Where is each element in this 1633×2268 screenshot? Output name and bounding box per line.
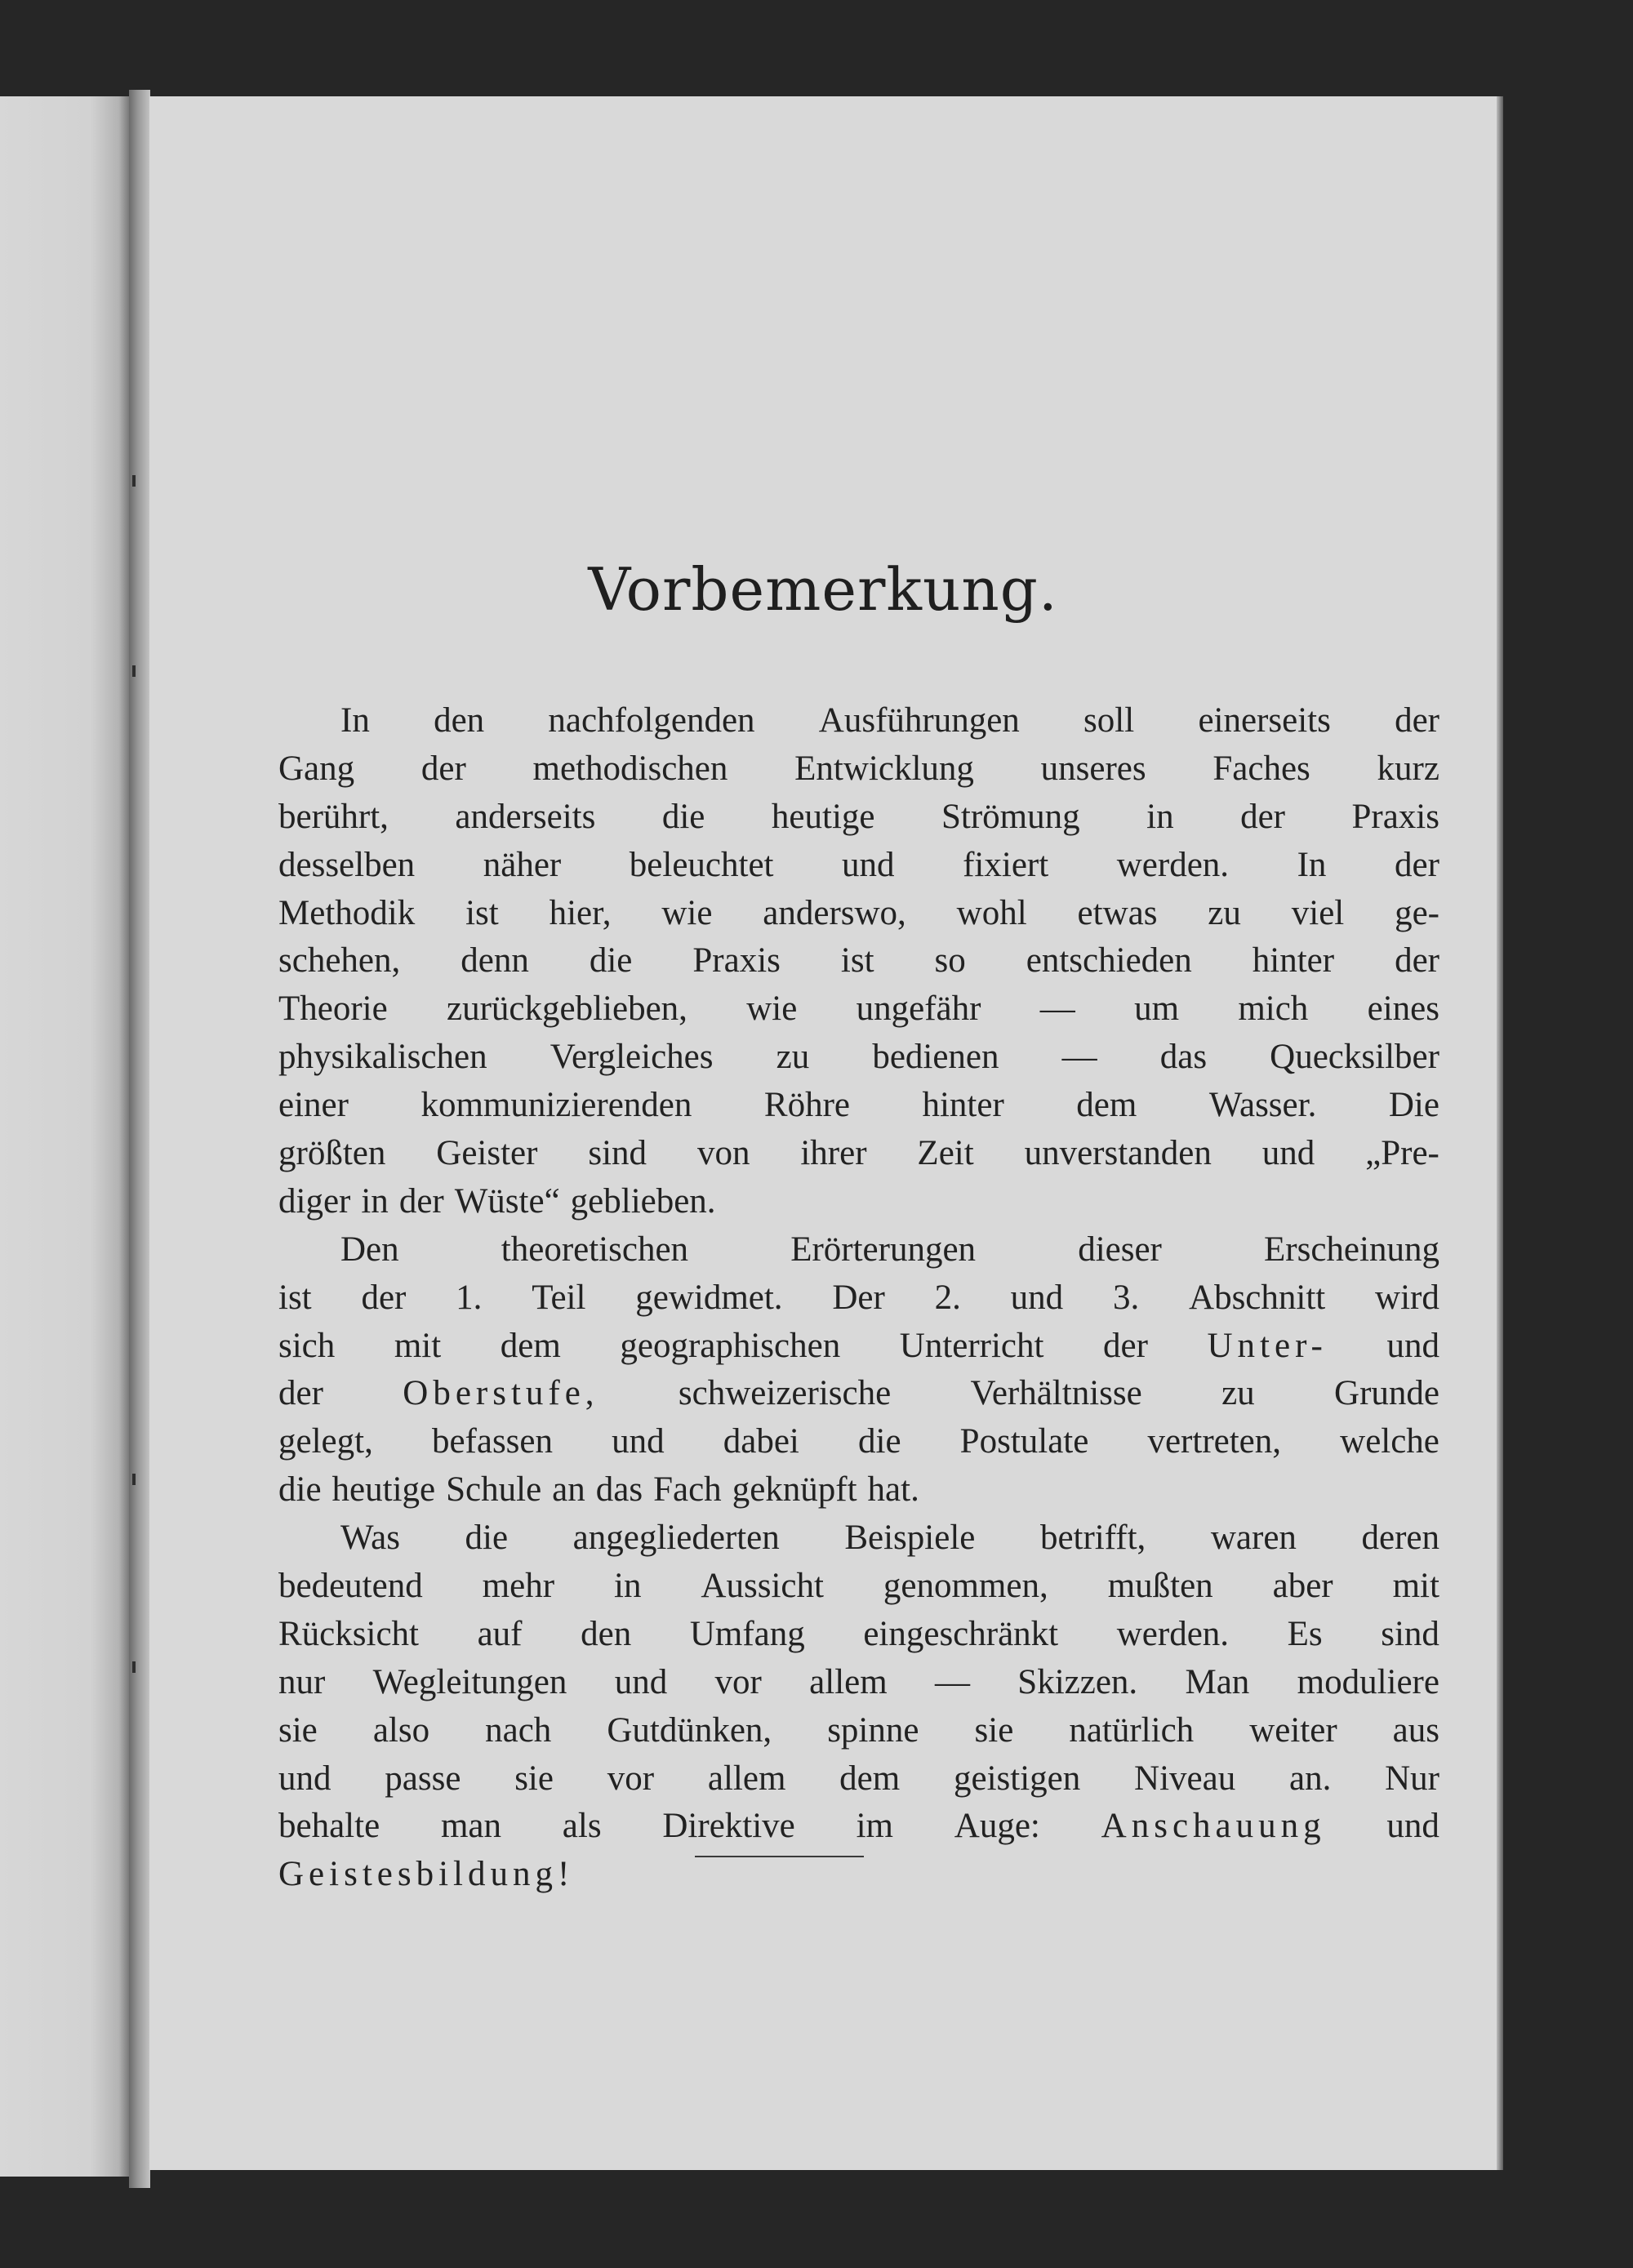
text-line (278, 794, 1439, 842)
text-line (278, 1803, 1439, 1851)
word: gelegt, (278, 1422, 373, 1461)
word: Schule (446, 1470, 542, 1510)
word: auf (477, 1614, 523, 1653)
word: Gang (278, 749, 355, 788)
word: den (581, 1614, 632, 1653)
word: einer (278, 1086, 349, 1125)
text-line (278, 1707, 1439, 1755)
word: berührt, (278, 797, 389, 836)
word: Strömung (941, 797, 1080, 836)
word: sie (278, 1710, 318, 1750)
word: der (420, 749, 466, 788)
word: der (1395, 941, 1439, 981)
word: natürlich (1069, 1710, 1195, 1750)
word: Verhältnisse (970, 1374, 1142, 1413)
word: als (562, 1807, 602, 1846)
word: Man (1185, 1662, 1250, 1701)
word: Skizzen. (1017, 1662, 1138, 1701)
word: Röhre (763, 1086, 850, 1125)
word: hat. (867, 1470, 919, 1510)
word: Nur (1385, 1759, 1439, 1798)
word: und (612, 1422, 665, 1461)
word: genommen, (883, 1567, 1048, 1606)
word: fixiert (963, 845, 1049, 884)
word: gewidmet. (635, 1278, 783, 1317)
left-page-edge (0, 96, 129, 2177)
word: Beispiele (844, 1519, 976, 1558)
text-line (278, 1659, 1439, 1707)
word: hinter (922, 1086, 1004, 1125)
word: Unter- (1207, 1326, 1328, 1365)
word: — (934, 1662, 970, 1701)
word: und (1261, 1134, 1315, 1173)
word: Quecksilber (1270, 1038, 1439, 1077)
word: sind (588, 1134, 647, 1173)
gutter-mark (132, 475, 136, 487)
word: in (1146, 797, 1174, 836)
word: und (842, 845, 895, 884)
word: einerseits (1198, 701, 1331, 740)
word: wohl (956, 893, 1027, 932)
word: — (1061, 1038, 1097, 1077)
text-line (278, 1323, 1439, 1371)
word: waren (1210, 1519, 1297, 1558)
text-line (278, 1274, 1439, 1323)
word: desselben (278, 845, 416, 884)
word: Den (340, 1230, 399, 1269)
word: zurückgeblieben, (447, 989, 687, 1029)
word: Gutdünken, (607, 1710, 772, 1750)
word: Es (1287, 1614, 1323, 1653)
word: und (1386, 1807, 1439, 1846)
gutter-mark (132, 1474, 136, 1485)
word: Die (1388, 1086, 1439, 1125)
text-line (278, 1226, 1439, 1274)
word: Postulate (959, 1422, 1089, 1461)
word: heutige (331, 1470, 436, 1510)
text-line (278, 697, 1439, 745)
text-line (278, 1418, 1439, 1466)
word: mit (1392, 1567, 1439, 1606)
word: hinter (1252, 941, 1335, 981)
word: Grunde (1334, 1374, 1439, 1413)
word: der (1395, 701, 1439, 740)
word: schehen, (278, 941, 401, 981)
word: mich (1238, 989, 1309, 1029)
word: schweizerische (678, 1374, 892, 1413)
word: viel (1291, 893, 1345, 932)
page (149, 96, 1497, 2170)
word: denn (461, 941, 529, 981)
text-line (278, 1563, 1439, 1611)
word: anderswo, (763, 893, 906, 932)
word: Geister (436, 1134, 538, 1173)
word: In (1297, 845, 1327, 884)
text-line (278, 1611, 1439, 1659)
body-text (278, 697, 1439, 1899)
text-line (278, 745, 1439, 794)
word: Rücksicht (278, 1614, 419, 1653)
word: Zeit (917, 1134, 974, 1173)
word: diger (278, 1181, 351, 1221)
word: dem (1076, 1086, 1137, 1125)
word: Direktive (662, 1807, 795, 1846)
word: heutige (771, 797, 875, 836)
word: die (858, 1422, 901, 1461)
text-line (278, 842, 1439, 890)
word: zu (1208, 893, 1241, 932)
word: dabei (723, 1422, 799, 1461)
word: 3. (1112, 1278, 1140, 1317)
word: — (1039, 989, 1075, 1029)
word: die (278, 1470, 322, 1510)
word: Abschnitt (1189, 1278, 1326, 1317)
word: wie (661, 893, 713, 932)
text-line (278, 1851, 1439, 1899)
gutter-mark (132, 1661, 136, 1673)
word: nur (278, 1662, 326, 1701)
word: sich (278, 1326, 336, 1365)
word: theoretischen (501, 1230, 689, 1269)
word: der (278, 1374, 323, 1413)
word: 1. (456, 1278, 483, 1317)
word: an (552, 1470, 585, 1510)
word: vertreten, (1147, 1422, 1282, 1461)
text-line (278, 1130, 1439, 1178)
word: man (440, 1807, 501, 1846)
word: Geistesbildung! (278, 1855, 575, 1894)
word: sie (974, 1710, 1014, 1750)
word: dem (839, 1759, 901, 1798)
word: eines (1367, 989, 1439, 1029)
word: dieser (1078, 1230, 1162, 1269)
word: ist (278, 1278, 312, 1317)
text-line (278, 1466, 1439, 1514)
text-line (278, 937, 1439, 985)
word: weiter (1249, 1710, 1337, 1750)
word: mehr (482, 1567, 555, 1606)
word: Anschauung (1101, 1807, 1326, 1846)
word: so (934, 941, 966, 981)
word: der (1240, 797, 1285, 836)
word: Erscheinung (1264, 1230, 1439, 1269)
word: aus (1392, 1710, 1439, 1750)
word: werden. (1116, 845, 1230, 884)
word: und (278, 1759, 331, 1798)
word: Ausführungen (818, 701, 1020, 740)
word: Der (832, 1278, 885, 1317)
page-right-edge (1497, 96, 1503, 2170)
word: geistigen (954, 1759, 1081, 1798)
word: Was (340, 1519, 400, 1558)
word: behalte (278, 1807, 380, 1846)
word: wird (1375, 1278, 1439, 1317)
word: bedienen (872, 1038, 999, 1077)
text-line (278, 1370, 1439, 1418)
word: kurz (1377, 749, 1439, 788)
word: unseres (1040, 749, 1146, 788)
word: deren (1361, 1519, 1439, 1558)
word: nach (485, 1710, 552, 1750)
word: Wegleitungen (372, 1662, 567, 1701)
word: mit (394, 1326, 442, 1365)
word: Unterricht (899, 1326, 1044, 1365)
word: Theorie (278, 989, 388, 1029)
word: moduliere (1297, 1662, 1439, 1701)
word: anderseits (455, 797, 596, 836)
word: nachfolgenden (548, 701, 755, 740)
word: Aussicht (701, 1567, 824, 1606)
word: soll (1083, 701, 1135, 740)
word: unverstanden (1024, 1134, 1212, 1173)
word: näher (483, 845, 562, 884)
word: die (589, 941, 633, 981)
word: welche (1340, 1422, 1439, 1461)
word: der (1395, 845, 1439, 884)
text-line (278, 1034, 1439, 1082)
word: die (661, 797, 705, 836)
word: 2. (934, 1278, 961, 1317)
word: angegliederten (572, 1519, 780, 1558)
word: hier, (549, 893, 612, 932)
word: bedeutend (278, 1567, 423, 1606)
word: aber (1272, 1567, 1333, 1606)
word: Vergleiches (550, 1038, 714, 1077)
word: etwas (1077, 893, 1158, 932)
word: vor (714, 1662, 762, 1701)
text-line (278, 1514, 1439, 1563)
word: ist (840, 941, 874, 981)
word: den (434, 701, 485, 740)
word: sie (514, 1759, 554, 1798)
word: ist (465, 893, 499, 932)
word: Wasser. (1208, 1086, 1317, 1125)
word: das (595, 1470, 643, 1510)
word: entschieden (1026, 941, 1192, 981)
word: Wüste“ (454, 1181, 560, 1221)
word: geblieben. (570, 1181, 716, 1221)
word: geknüpft (732, 1470, 857, 1510)
word: Niveau (1134, 1759, 1236, 1798)
word: passe (385, 1759, 461, 1798)
word: der (1103, 1326, 1148, 1365)
word: und (614, 1662, 668, 1701)
text-line (278, 1178, 1439, 1226)
word: ihrer (800, 1134, 867, 1173)
word: In (340, 701, 370, 740)
word: beleuchtet (629, 845, 774, 884)
word: Praxis (692, 941, 781, 981)
word: größten (278, 1134, 386, 1173)
word: Entwicklung (794, 749, 974, 788)
word: zu (776, 1038, 810, 1077)
word: Teil (532, 1278, 586, 1317)
word: sind (1381, 1614, 1439, 1653)
word: der (398, 1181, 444, 1221)
word: betrifft, (1039, 1519, 1146, 1558)
word: physikalischen (278, 1038, 487, 1077)
closing-rule (695, 1856, 864, 1857)
word: Oberstufe, (403, 1374, 599, 1413)
word: dem (500, 1326, 561, 1365)
word: und (1386, 1326, 1439, 1365)
word: allem (809, 1662, 888, 1701)
word: befassen (431, 1422, 553, 1461)
text-line (278, 1082, 1439, 1130)
word: im (856, 1807, 893, 1846)
word: zu (1221, 1374, 1255, 1413)
word: also (372, 1710, 430, 1750)
text-line (278, 890, 1439, 938)
word: in (361, 1181, 389, 1221)
word: Praxis (1351, 797, 1439, 836)
word: mußten (1107, 1567, 1213, 1606)
page-title: Vorbemerkung. (588, 555, 1058, 624)
word: Fach (653, 1470, 722, 1510)
word: ungefähr (856, 989, 981, 1029)
word: werden. (1116, 1614, 1230, 1653)
word: kommunizierenden (420, 1086, 692, 1125)
word: der (361, 1278, 407, 1317)
text-line (278, 1755, 1439, 1803)
word: um (1134, 989, 1180, 1029)
word: „Pre- (1365, 1134, 1439, 1173)
word: Auge: (954, 1807, 1040, 1846)
word: in (614, 1567, 642, 1606)
word: Faches (1213, 749, 1310, 788)
word: und (1010, 1278, 1064, 1317)
word: geographischen (620, 1326, 841, 1365)
word: das (1159, 1038, 1208, 1077)
word: vor (607, 1759, 655, 1798)
word: eingeschränkt (863, 1614, 1059, 1653)
book-gutter (129, 90, 150, 2188)
word: an. (1288, 1759, 1332, 1798)
word: die (465, 1519, 509, 1558)
gutter-mark (132, 665, 136, 677)
word: ge- (1395, 893, 1439, 932)
word: spinne (827, 1710, 919, 1750)
word: wie (746, 989, 798, 1029)
text-line (278, 985, 1439, 1034)
word: allem (707, 1759, 786, 1798)
word: von (696, 1134, 750, 1173)
word: Erörterungen (790, 1230, 977, 1269)
word: methodischen (532, 749, 728, 788)
word: Methodik (278, 893, 416, 932)
word: Umfang (689, 1614, 805, 1653)
